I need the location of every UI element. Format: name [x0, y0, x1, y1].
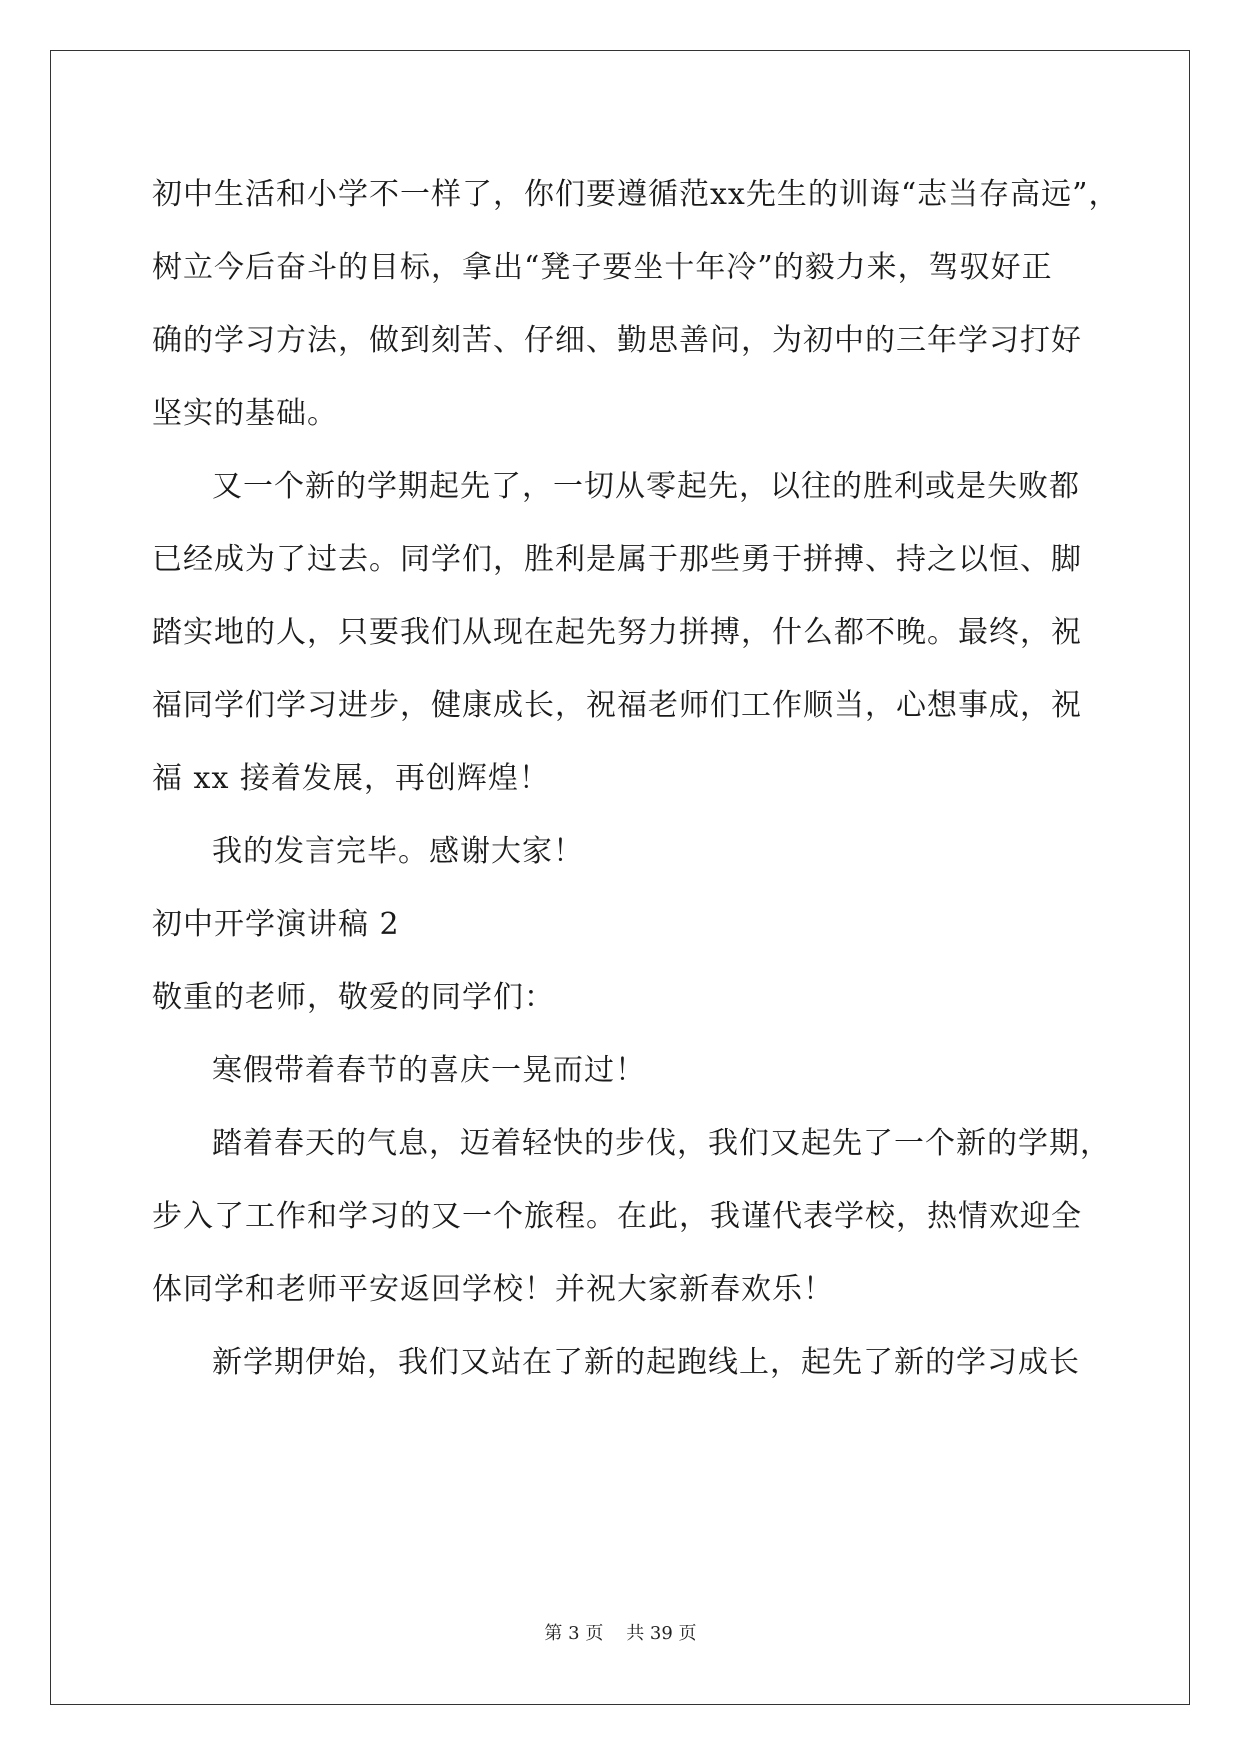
body-line: 福 xx 接着发展，再创辉煌！ — [152, 761, 550, 796]
body-line: 已经成为了过去。同学们，胜利是属于那些勇于拼搏、持之以恒、脚 — [152, 542, 1082, 577]
body-line: 踏着春天的气息，迈着轻快的步伐，我们又起先了一个新的学期， — [212, 1126, 1111, 1161]
page-border — [50, 50, 1190, 1705]
body-line: 寒假带着春节的喜庆一晃而过！ — [212, 1053, 646, 1088]
salutation: 敬重的老师，敬爱的同学们： — [152, 980, 555, 1015]
body-line: 踏实地的人，只要我们从现在起先努力拼搏，什么都不晚。最终，祝 — [152, 615, 1082, 650]
body-line: 步入了工作和学习的又一个旅程。在此，我谨代表学校，热情欢迎全 — [152, 1199, 1082, 1234]
body-line: 又一个新的学期起先了，一切从零起先，以往的胜利或是失败都 — [212, 469, 1080, 504]
body-line: 体同学和老师平安返回学校！并祝大家新春欢乐！ — [152, 1272, 834, 1307]
page-footer: 第 3 页 共 39 页 — [544, 1623, 697, 1644]
body-line: 确的学习方法，做到刻苦、仔细、勤思善问，为初中的三年学习打好 — [152, 323, 1082, 358]
body-line: 我的发言完毕。感谢大家！ — [212, 834, 584, 869]
body-line: 坚实的基础。 — [152, 396, 338, 431]
body-line: 树立今后奋斗的目标，拿出“凳子要坐十年冷”的毅力来，驾驭好正 — [152, 250, 1053, 285]
body-line: 福同学们学习进步，健康成长，祝福老师们工作顺当，心想事成，祝 — [152, 688, 1082, 723]
body-line: 新学期伊始，我们又站在了新的起跑线上，起先了新的学习成长 — [212, 1345, 1080, 1380]
section-heading: 初中开学演讲稿 2 — [152, 907, 400, 942]
body-line: 初中生活和小学不一样了，你们要遵循范xx先生的训诲“志当存高远”， — [152, 177, 1120, 212]
